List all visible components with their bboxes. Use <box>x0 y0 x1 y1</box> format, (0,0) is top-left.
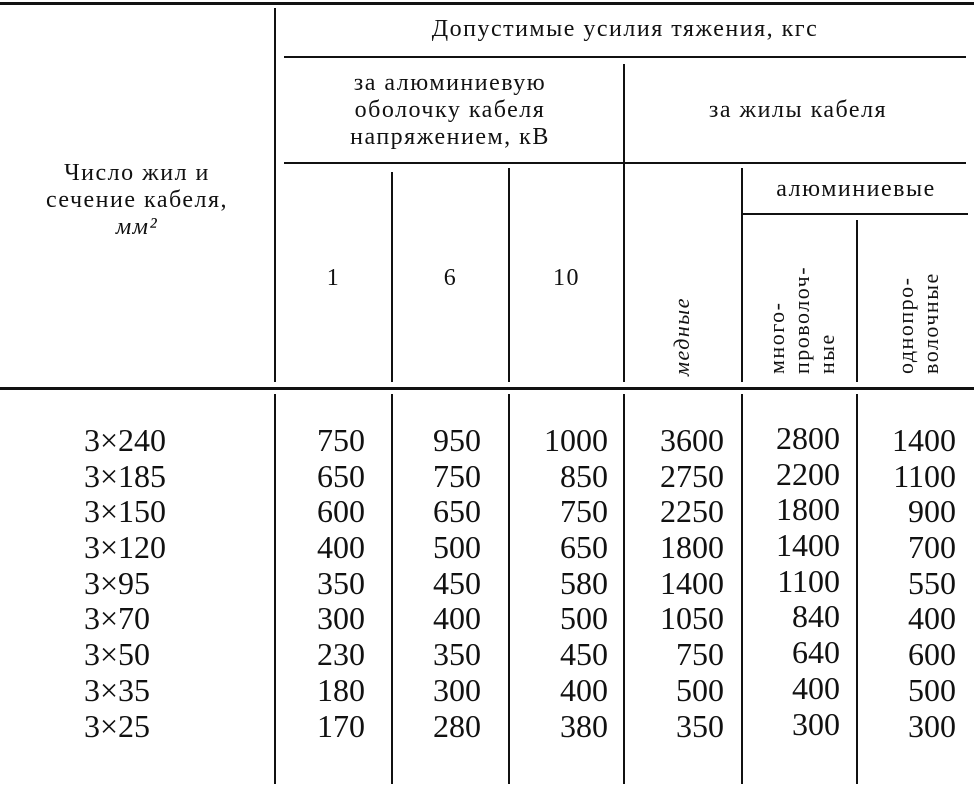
table-cell: 1100 <box>893 457 956 494</box>
column-aluminum-multiwire <box>745 421 840 742</box>
table-cell: 850 <box>560 457 608 494</box>
column-sheath-6kv <box>396 423 481 744</box>
table-cell: 450 <box>560 636 608 673</box>
col-divider-copper-aluminum <box>741 168 743 382</box>
table-cell: 750 <box>317 422 365 458</box>
table-cell: 2250 <box>660 493 724 530</box>
voltage-1-header: 1 <box>326 265 341 291</box>
table-cell: 300 <box>908 707 956 744</box>
header-body-divider <box>0 387 974 390</box>
column-aluminum-singlewire <box>860 423 956 744</box>
table-cell: 3×95 <box>84 564 151 601</box>
body-divider-copper-aluminum <box>741 394 743 784</box>
aluminum-header: алюминиевые <box>776 176 936 202</box>
sub-header-underline <box>284 162 966 164</box>
body-divider-6-10 <box>508 394 510 784</box>
table-cell: 400 <box>908 600 956 637</box>
table-cell: 400 <box>792 669 840 706</box>
group-cores-header: за жилы кабеля <box>708 97 888 123</box>
aluminum-header-underline <box>743 213 968 215</box>
column-sheath-10kv <box>512 423 608 744</box>
table-cell: 300 <box>433 671 481 708</box>
table-cell: 600 <box>908 636 956 673</box>
table-cell: 1400 <box>892 422 956 458</box>
table-cell: 1000 <box>544 422 608 458</box>
body-divider-multi-single <box>856 394 858 784</box>
table-cell: 750 <box>676 636 724 673</box>
table-cell: 1100 <box>777 562 840 599</box>
voltage-10-header: 10 <box>553 265 580 291</box>
table-cell: 450 <box>433 564 481 601</box>
table-cell: 230 <box>317 636 365 673</box>
table-cell: 1050 <box>660 600 724 637</box>
group-main-header: Допустимые усилия тяжения, кгс <box>431 16 819 42</box>
singlewire-header: однопро- волочные <box>893 272 943 374</box>
multiwire-header: много- проволоч- ные <box>764 265 839 374</box>
copper-header: медные <box>669 297 694 376</box>
table-cell: 500 <box>560 600 608 637</box>
table-cell: 2800 <box>776 420 840 456</box>
table-cell: 700 <box>908 529 956 566</box>
voltage-6-header: 6 <box>443 265 458 291</box>
table-cell: 3×240 <box>84 422 167 458</box>
table-cell: 170 <box>317 707 365 744</box>
table-cell: 550 <box>908 564 956 601</box>
table-cell: 950 <box>433 422 481 458</box>
top-border <box>0 2 974 5</box>
table-cell: 3×25 <box>84 707 151 744</box>
table-cell: 3×185 <box>84 457 167 494</box>
table-cell: 400 <box>317 529 365 566</box>
table-cell: 500 <box>433 529 481 566</box>
column-copper <box>628 423 724 744</box>
table-cell: 3×150 <box>84 493 167 530</box>
first-column-header: Число жил и сечение кабеля, мм² <box>45 160 229 240</box>
col-divider-multi-single <box>856 220 858 382</box>
table-cell: 750 <box>560 493 608 530</box>
table-cell: 3600 <box>660 422 724 458</box>
table-cell: 2200 <box>776 455 840 492</box>
table-cell: 600 <box>317 493 365 530</box>
table-cell: 500 <box>908 671 956 708</box>
table-cell: 350 <box>676 707 724 744</box>
table-cell: 280 <box>433 707 481 744</box>
table-cell: 1800 <box>660 529 724 566</box>
table-cell: 350 <box>317 564 365 601</box>
table-cell: 3×35 <box>84 671 151 708</box>
table-cell: 1800 <box>776 491 840 528</box>
table-cell: 400 <box>560 671 608 708</box>
table-cell: 300 <box>317 600 365 637</box>
table-cell: 180 <box>317 671 365 708</box>
table-cell: 900 <box>908 493 956 530</box>
table-cell: 580 <box>560 564 608 601</box>
table-cell: 2750 <box>660 457 724 494</box>
table-cell: 3×120 <box>84 529 167 566</box>
table-cell: 380 <box>560 707 608 744</box>
table-cell: 840 <box>792 598 840 635</box>
body-divider-1-6 <box>391 394 393 784</box>
table-cell: 400 <box>433 600 481 637</box>
body-divider-sheath-cores <box>623 394 625 784</box>
table-cell: 300 <box>792 705 840 742</box>
table-cell: 650 <box>433 493 481 530</box>
column-section <box>84 423 244 744</box>
table-cell: 500 <box>676 671 724 708</box>
column-sheath-1kv <box>280 423 365 744</box>
col-divider-section <box>274 8 276 382</box>
table-cell: 1400 <box>776 527 840 564</box>
table-cell: 3×70 <box>84 600 151 637</box>
table-cell: 650 <box>560 529 608 566</box>
group-sheath-header: за алюминиевую оболочку кабеля напряжением, кВ <box>350 70 550 150</box>
table-cell: 650 <box>317 457 365 494</box>
table-cell: 640 <box>792 634 840 671</box>
main-header-underline <box>284 56 966 58</box>
table-cell: 3×50 <box>84 636 151 673</box>
table-cell: 750 <box>433 457 481 494</box>
table-cell: 350 <box>433 636 481 673</box>
body-divider-section <box>274 394 276 784</box>
table-cell: 1400 <box>660 564 724 601</box>
col-divider-sheath-cores <box>623 64 625 382</box>
